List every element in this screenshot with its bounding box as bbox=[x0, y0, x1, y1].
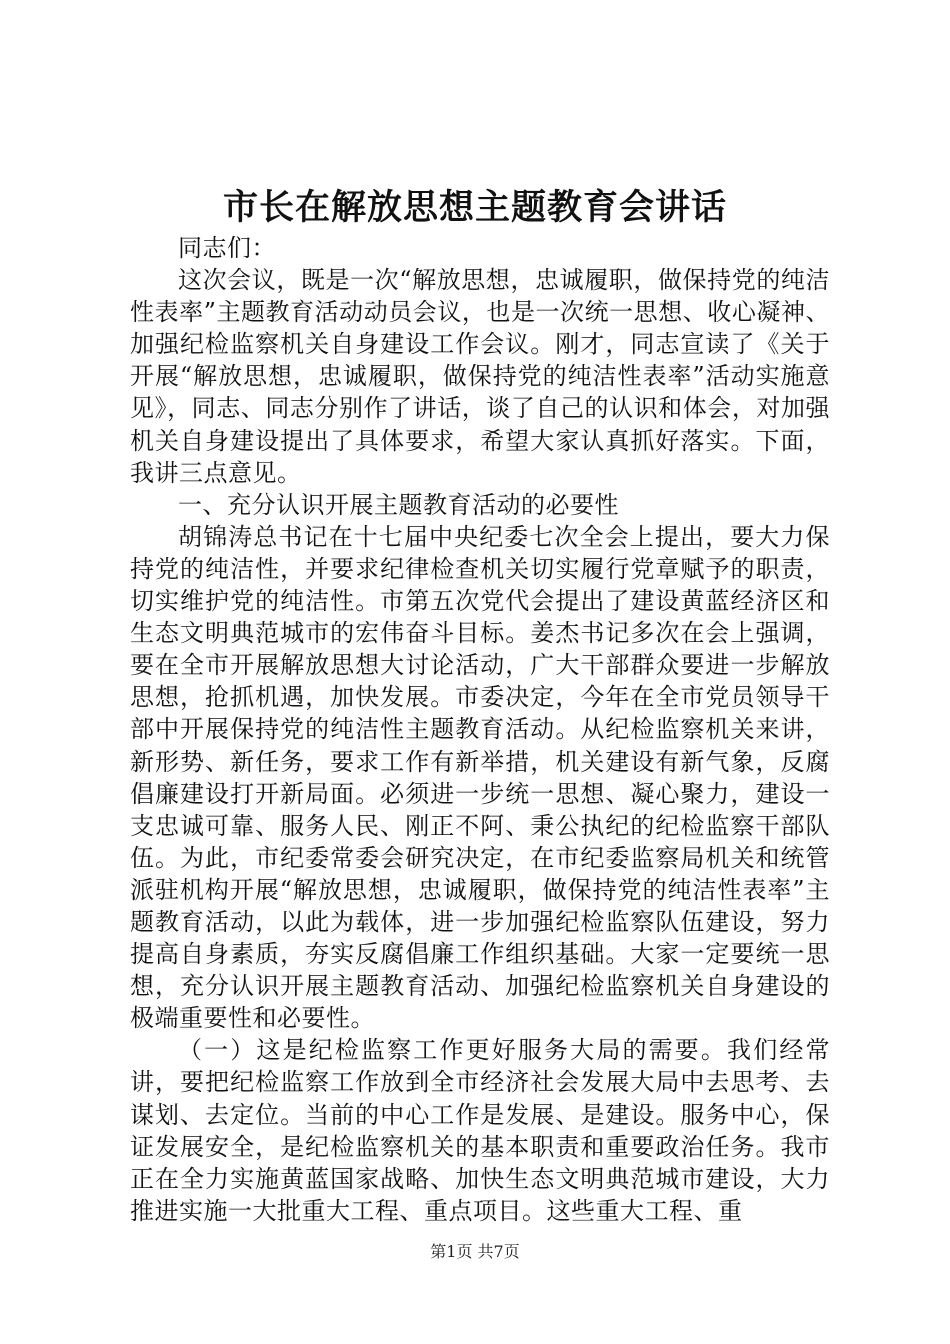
document-title: 市长在解放思想主题教育会讲话 bbox=[222, 187, 727, 228]
page-number-footer: 第1页 共7页 bbox=[430, 1242, 520, 1261]
intro-paragraph: 这次会议，既是一次“解放思想，忠诚履职，做保持党的纯洁性表率”主题教育活动动员会议，也是一次统一思想、收心凝神、加强纪检监察机关自身建设工作会议。刚才，同志宣读了《关于开展“解放思想，忠诚履职，做保持党的纯洁性表率”活动实施意见》，同志、同志分别作了讲话，谈了自己的认识和体会，对加强机关自身建设提出了具体要求，希望大家认真抓好落实。下面，我讲三点意见。 bbox=[130, 266, 830, 487]
salutation-paragraph: 同志们： bbox=[178, 234, 276, 262]
section-heading: 一、充分认识开展主题教育活动的必要性 bbox=[178, 490, 619, 519]
subsection-paragraph: （一）这是纪检监察工作更好服务大局的需要。我们经常讲，要把纪检监察工作放到全市经济社会发展大局中去思考、去谋划、去定位。当前的中心工作是发展、是建设。服务中心，保证发展安全，是纪检监察机关的基本职责和重要政治任务。我市正在全力实施黄蓝国家战略、加快生态文明典范城市建设，大力推进实施一大批重大工程、重点项目。这些重大工程、重 bbox=[130, 1036, 830, 1225]
body-paragraph: 胡锦涛总书记在十七届中央纪委七次全会上提出，要大力保持党的纯洁性，并要求纪律检查机关切实履行党章赋予的职责，切实维护党的纯洁性。市第五次党代会提出了建设黄蓝经济区和生态文明典范城市的宏伟奋斗目标。姜杰书记多次在会上强调，要在全市开展解放思想大讨论活动，广大干部群众要进一步解放思想，抢抓机遇，加快发展。市委决定，今年在全市党员领导干部中开展保持党的纯洁性主题教育活动。从纪检监察机关来讲，新形势、新任务，要求工作有新举措，机关建设有新气象，反腐倡廉建设打开新局面。必须进一步统一思想、凝心聚力，建设一支忠诚可靠、服务人民、刚正不阿、秉公执纪的纪检监察干部队伍。为此，市纪委常委会研究决定，在市纪委监察局机关和统管派驻机构开展“解放思想，忠诚履职，做保持党的纯洁性表率”主题教育活动，以此为载体，进一步加强纪检监察队伍建设，努力提高自身素质，夯实反腐倡廉工作组织基础。大家一定要统一思想，充分认识开展主题教育活动、加强纪检监察机关自身建设的极端重要性和必要性。 bbox=[130, 522, 830, 1033]
document-body bbox=[130, 232, 830, 1227]
